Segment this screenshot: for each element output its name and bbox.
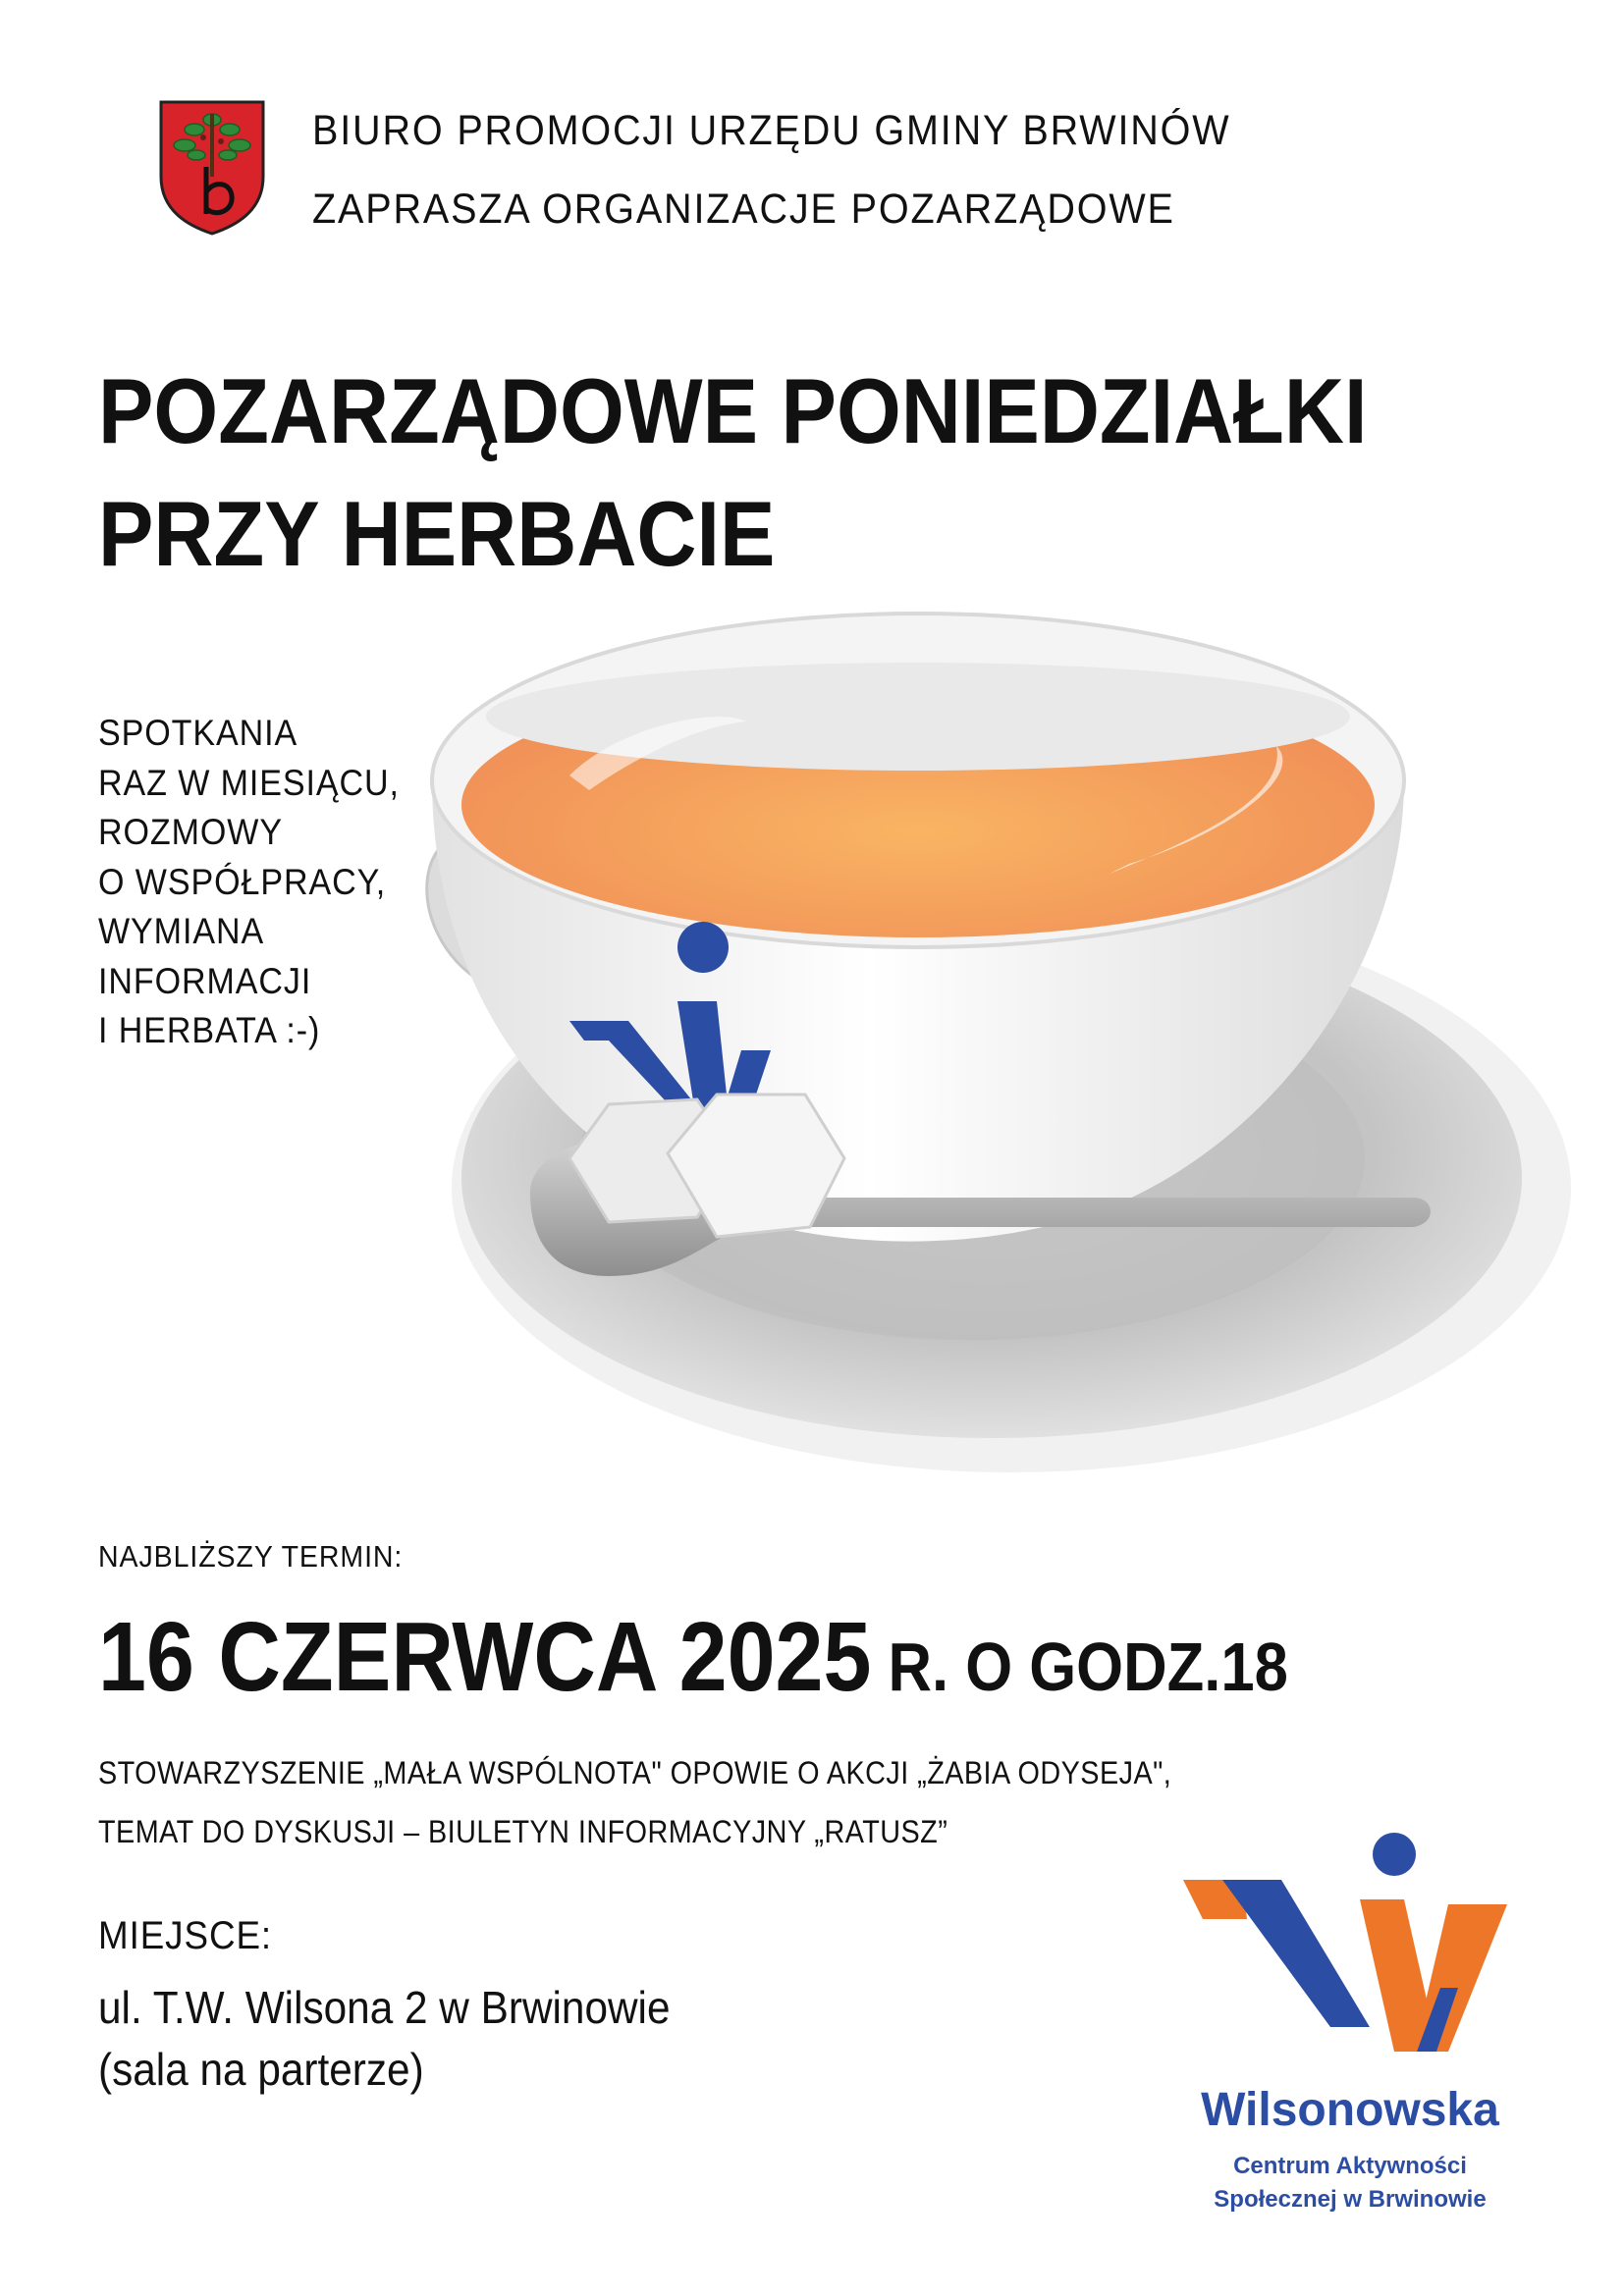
logo-subtitle: Centrum Aktywności	[1233, 2153, 1467, 2179]
description-item: WYMIANA	[98, 911, 265, 951]
logo-name: Wilsonowska	[1201, 2084, 1499, 2136]
description-item: SPOTKANIA	[98, 713, 298, 753]
poster-title: POZARZĄDOWE PONIEDZIAŁKI	[98, 359, 1368, 462]
event-time: R. O GODZ.18	[871, 1629, 1288, 1705]
coat-of-arms-icon	[157, 98, 267, 236]
logo-subtitle-line-2: Społecznej w Brwinowie	[1214, 2186, 1487, 2213]
invitation-line: ZAPRASZA ORGANIZACJE POZARZĄDOWE	[312, 186, 1175, 233]
description-item: I HERBATA :-)	[98, 1010, 321, 1050]
organizer-line: BIURO PROMOCJI URZĘDU GMINY BRWINÓW	[312, 107, 1231, 154]
description-list	[98, 709, 426, 1056]
event-day: 16 CZERWCA 2025	[98, 1602, 872, 1712]
teacup-illustration	[422, 609, 1600, 1492]
event-info-line: STOWARZYSZENIE „MAŁA WSPÓLNOTA" OPOWIE O AKCJI „ŻABIA ODYSEJA",	[98, 1755, 1172, 1790]
wilsonowska-logo-icon	[1183, 1831, 1507, 2061]
poster-title-line-2: PRZY HERBACIE	[98, 482, 776, 585]
room-note: (sala na parterze)	[98, 2044, 424, 2095]
event-date	[98, 1602, 1288, 1712]
address-line: ul. T.W. Wilsona 2 w Brwinowie	[98, 1982, 671, 2033]
description-item: O WSPÓŁPRACY,	[98, 861, 387, 902]
event-topic-line: TEMAT DO DYSKUSJI – BIULETYN INFORMACYJNY „RATUSZ”	[98, 1814, 948, 1849]
description-item: INFORMACJI	[98, 960, 312, 1001]
description-item: RAZ W MIESIĄCU,	[98, 762, 400, 803]
place-label: MIEJSCE:	[98, 1914, 273, 1957]
next-date-label: NAJBLIŻSZY TERMIN:	[98, 1539, 404, 1574]
description-item: ROZMOWY	[98, 812, 283, 852]
